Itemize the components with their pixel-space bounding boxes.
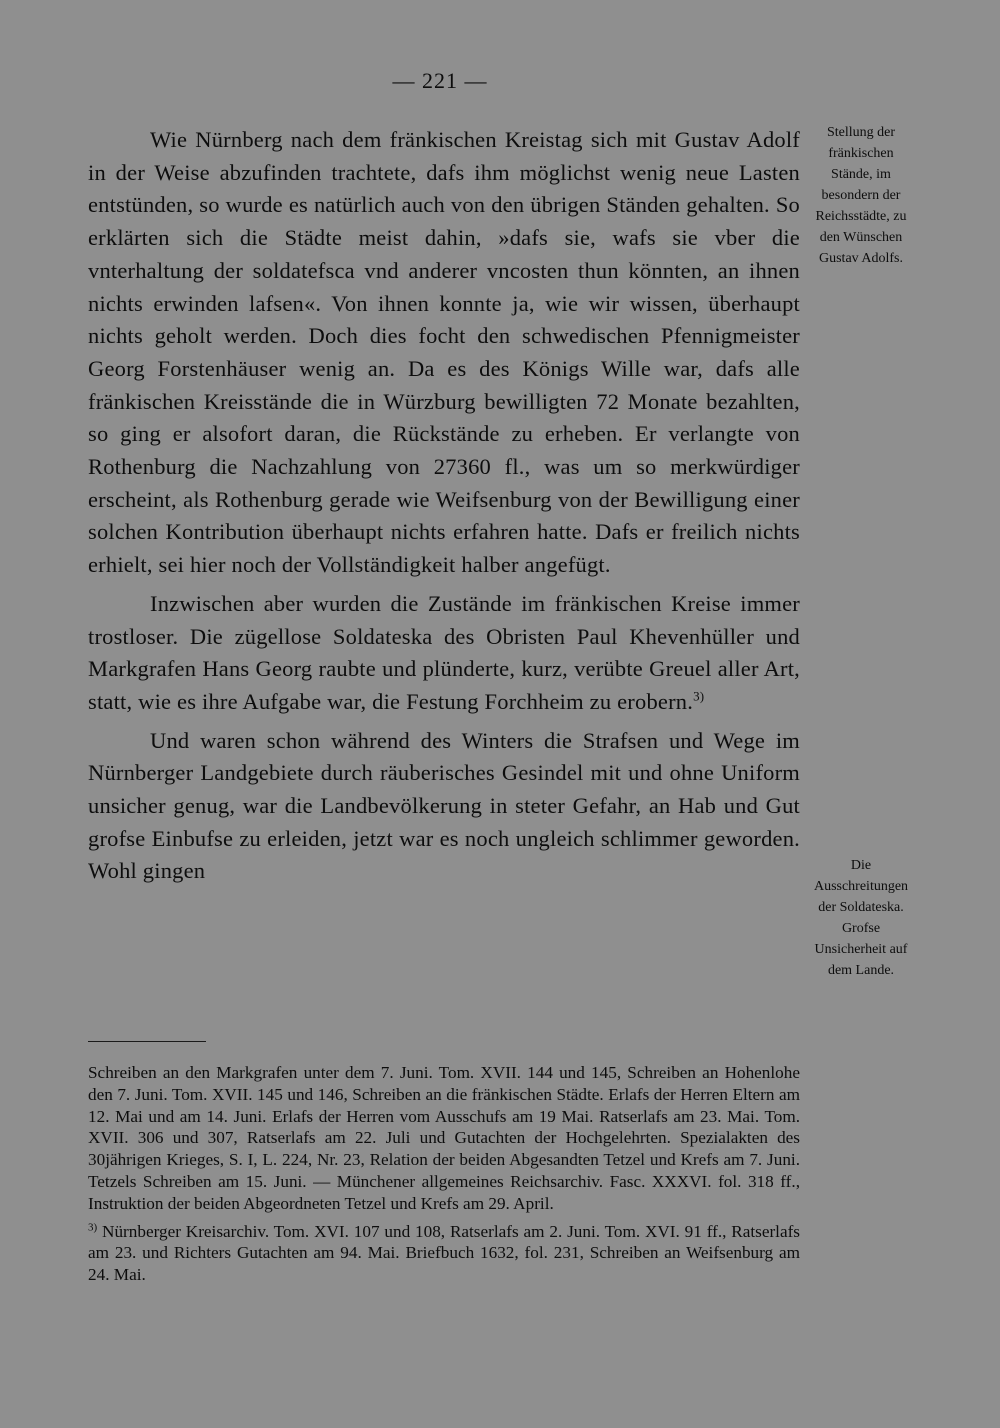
main-text bbox=[88, 124, 800, 888]
footnote-2-text: Nürnberger Kreisarchiv. Tom. XVI. 107 und 108, Ratserlafs am 2. Juni. Tom. XVI. 91 ff., Ratserlafs am 23. und Richters Gutachten am 94. Mai. Briefbuch 1632, fol. 231, Schreiben an Weifsenburg am 24. Mai. bbox=[88, 1221, 801, 1285]
margin-note-2: Die Ausschreitungen der Soldateska. Grofse Unsicherheit auf dem Lande. bbox=[813, 858, 909, 978]
paragraph-3: Und waren schon während des Winters die Strafsen und Wege im Nürnberger Landgebiete durch räuberisches Gesindel mit und ohne Uniform unsicher genug, war die Landbevölkerung in steter Gefahr, an Hab und Gut grofse Einbufse zu erleiden, jetzt war es noch ungleich schlimmer geworden. Wohl gingen bbox=[88, 727, 800, 884]
footnote-divider bbox=[88, 1041, 206, 1042]
paragraph-1: Wie Nürnberg nach dem fränkischen Kreistag sich mit Gustav Adolf in der Weise abzufinden trachtete, dafs ihm möglichst wenig neue Lasten entstünden, so wurde es natürlich auch von den übrigen Ständen gehalten. So erklärten sich die Städte meist dahin, »dafs sie, wafs sie vber die vnterhaltung der soldatefsca vnd anderer vncosten thun könnten, an ihnen nichts erwinden lafsen«. Von ihnen konnte ja, wie wir wissen, überhaupt nichts geholt werden. Doch dies focht den schwedischen Pfennigmeister Georg Forstenhäuser wenig an. Da es des Königs Wille war, dafs alle fränkischen Kreisstände die in Würzburg bewilligten 72 Monate bezahlten, so ging er alsofort daran, die Rückstände zu erheben. Er verlangte von Rothenburg die Nachzahlung von 27360 fl., was um so merkwürdiger erscheint, als Rothenburg gerade wie Weifsenburg von der Bewilligung einer solchen Kontribution überhaupt nichts erfahren hatte. Dafs er freilich nichts erhielt, sei hier noch der Vollständigkeit halber angefügt. bbox=[88, 127, 800, 578]
paragraph-2 bbox=[88, 588, 800, 719]
paragraph-2-text: Inzwischen aber wurden die Zustände im fränkischen Kreise immer trostloser. Die zügellose Soldateska des Obristen Paul Khevenhüller und Markgrafen Hans Georg raubte und plünderte, kurz, verübte Greuel aller Art, statt, wie es ihre Aufgabe war, die Festung Forchheim zu erobern. bbox=[88, 590, 800, 714]
page-number: — 221 — bbox=[392, 68, 488, 93]
footnote-1: Schreiben an den Markgrafen unter dem 7. Juni. Tom. XVII. 144 und 145, Schreiben an Hohenlohe den 7. Juni. Tom. XVII. 145 und 146, Schreiben an die fränkischen Städte. Erlafs der Herren Eltern am 12. Mai und am 14. Juni. Erlafs der Herren vom Ausschufs am 19 Mai. Ratserlafs am 23. Mai. Tom. XVII. 306 und 307, Ratserlafs am 22. Juli und Gutachten der Hochgelehrten. Spezialakten des 30jährigen Krieges, S. I, L. 224, Nr. 23, Relation der beiden Abgesandten Tetzel und Krefs am 7. Juni. Tetzels Schreiben am 15. Juni. — Münchener allgemeines Reichsarchiv. Fasc. XXXVI. fol. 318 ff., Instruktion der beiden Abgeordneten Tetzel und Krefs am 29. April. bbox=[88, 1063, 800, 1213]
footnote-ref-3: 3) bbox=[693, 688, 705, 704]
footnote-2-mark: 3) bbox=[88, 1220, 98, 1233]
footnote-2 bbox=[88, 1221, 800, 1286]
margin-note-1: Stellung der fränkischen Stände, im besondern der Reichsstädte, zu den Wünschen Gustav Adolfs. bbox=[815, 125, 907, 266]
footnotes bbox=[88, 1062, 800, 1286]
